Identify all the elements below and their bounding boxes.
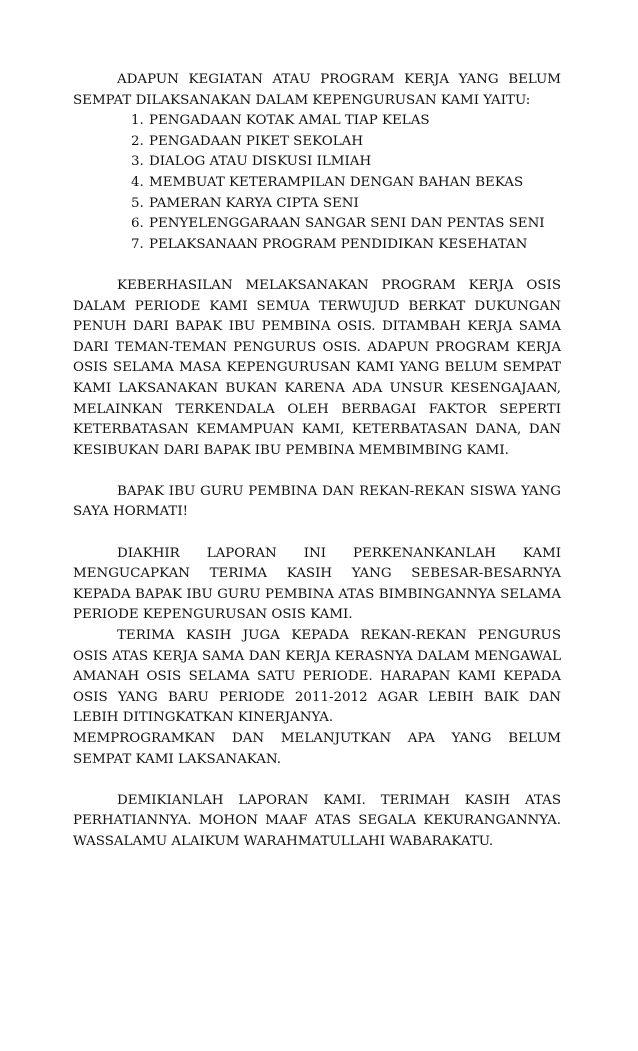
intro-paragraph: ADAPUN KEGIATAN ATAU PROGRAM KERJA YANG BELUM SEMPAT DILAKSANAKAN DALAM KEPENGURUSAN KAMI YAITU: (73, 72, 561, 108)
list-item (73, 235, 561, 256)
greeting-paragraph: BAPAK IBU GURU PEMBINA DAN REKAN-REKAN SISWA YANG SAYA HORMATI! (73, 483, 561, 520)
list-item-text: MEMBUAT KETERAMPILAN DENGAN BAHAN BEKAS (149, 174, 524, 190)
list-item (73, 152, 561, 173)
list-item-number: 1. (131, 113, 144, 129)
list-item (73, 214, 561, 235)
success-paragraph: KEBERHASILAN MELAKSANAKAN PROGRAM KERJA OSIS DALAM PERIODE KAMI SEMUA TERWUJUD BERKAT DUKUNGAN PENUH DARI BAPAK IBU PEMBINA OSIS. DITAMBAH KERJA SAMA DARI TEMAN-TEMAN PENGURUS OSIS. ADAPUN PROGRAM KERJA OSIS SELAMA MASA KEPENGURUSAN KAMI YANG BELUM SEMPAT KAMI LAKSANAKAN BUKAN KARENA ADA UNSUR KESENGAJAAN, MELAINKAN TERKENDALA OLEH BERBAGAI FAKTOR SEPERTI KETERBATASAN KEMAMPUAN KAMI, KETERBATASAN DANA, DAN KESIBUKAN DARI BAPAK IBU PEMBINA MEMBIMBING KAMI. (73, 277, 561, 458)
list-item-number: 3. (131, 154, 144, 170)
program-continue-paragraph: MEMPROGRAMKAN DAN MELANJUTKAN APA YANG BELUM SEMPAT KAMI LAKSANAKAN. (73, 731, 561, 767)
list-item-text: PENYELENGGARAAN SANGAR SENI DAN PENTAS SENI (149, 216, 545, 232)
list-item (73, 173, 561, 194)
thanks-paragraph-teachers: DIAKHIR LAPORAN INI PERKENANKANLAH KAMI MENGUCAPKAN TERIMA KASIH YANG SEBESAR-BESARNYA KEPADA BAPAK IBU GURU PEMBINA ATAS BIMBINGANNYA SELAMA PERIODE KEPENGURUSAN OSIS KAMI. (73, 545, 561, 623)
list-item (73, 111, 561, 132)
closing-paragraph: DEMIKIANLAH LAPORAN KAMI. TERIMAH KASIH ATAS PERHATIANNYA. MOHON MAAF ATAS SEGALA KEKURANGANNYA. WASSALAMU ALAIKUM WARAHMATULLAHI WABARAKATU. (73, 792, 561, 849)
list-item-number: 6. (131, 216, 144, 232)
spacer (73, 770, 561, 791)
list-item (73, 194, 561, 215)
list-item-number: 5. (131, 195, 144, 211)
list-item-text: PAMERAN KARYA CIPTA SENI (149, 195, 359, 211)
list-item-number: 7. (131, 236, 144, 252)
list-item-number: 2. (131, 133, 144, 149)
list-item-text: DIALOG ATAU DISKUSI ILMIAH (149, 154, 372, 170)
list-item (73, 132, 561, 153)
list-item-number: 4. (131, 174, 144, 190)
thanks-paragraph-colleagues: TERIMA KASIH JUGA KEPADA REKAN-REKAN PENGURUS OSIS ATAS KERJA SAMA DAN KERJA KERASNYA DALAM MENGAWAL AMANAH OSIS SELAMA SATU PERIODE. HARAPAN KAMI KEPADA OSIS YANG BARU PERIODE 2011-2012 AGAR LEBIH BAIK DAN LEBIH DITINGKATKAN KINERJANYA. (73, 628, 561, 726)
list-item-text: PENGADAAN KOTAK AMAL TIAP KELAS (149, 113, 430, 129)
list-item-text: PELAKSANAAN PROGRAM PENDIDIKAN KESEHATAN (149, 236, 528, 252)
list-item-text: PENGADAAN PIKET SEKOLAH (149, 133, 363, 149)
document-page (73, 70, 561, 853)
spacer (73, 461, 561, 482)
unfinished-program-list (73, 111, 561, 255)
spacer (73, 523, 561, 544)
spacer (73, 255, 561, 276)
